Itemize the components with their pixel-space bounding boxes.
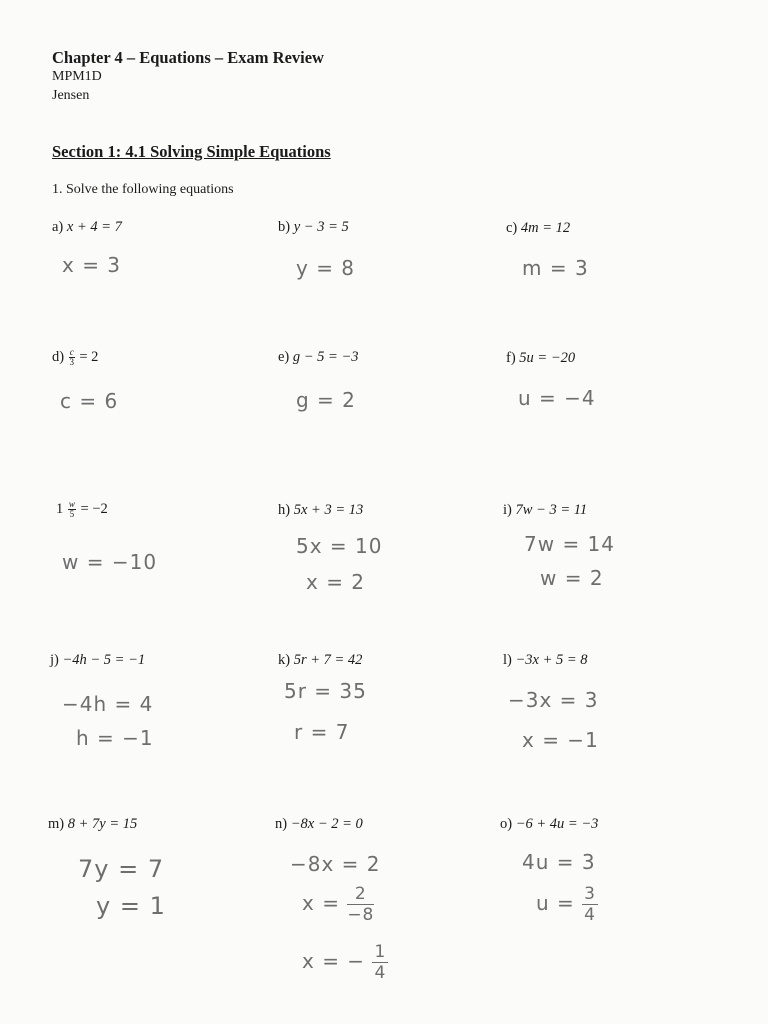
- problem-label: e): [278, 349, 290, 365]
- answer-o-line1: 4u = 3: [522, 850, 596, 874]
- problem-label: i): [503, 502, 512, 518]
- problem-label: h): [278, 502, 291, 518]
- problem-n: [275, 816, 363, 833]
- equation: x + 4 = 7: [66, 219, 122, 235]
- problem-g: [56, 500, 108, 519]
- problem-l: [503, 652, 588, 669]
- problem-b: [278, 219, 349, 236]
- equation: −4h − 5 = −1: [62, 652, 146, 668]
- equation: −3x + 5 = 8: [515, 652, 588, 668]
- answer-j-line1: −4h = 4: [62, 692, 154, 716]
- answer-j-line2: h = −1: [76, 726, 154, 750]
- problem-o: [500, 816, 598, 833]
- problem-f: [506, 350, 575, 367]
- answer-k-line2: r = 7: [294, 720, 350, 744]
- problem-label: f): [506, 350, 516, 366]
- problem-label: j): [50, 652, 59, 668]
- instruction: 1. Solve the following equations: [52, 182, 234, 197]
- equation-right: = −2: [80, 500, 108, 517]
- problem-j: [50, 652, 145, 669]
- fraction: $\frac{2}{-8}$: [347, 884, 375, 925]
- answer-b-line1: y = 8: [296, 256, 356, 280]
- answer-d-line1: c = 6: [60, 389, 119, 413]
- equation-right: = 2: [79, 348, 99, 365]
- teacher-name: Jensen: [52, 88, 90, 103]
- fraction: $\frac{1}{4}$: [374, 942, 387, 983]
- equation: −8x − 2 = 0: [290, 816, 363, 832]
- problem-e: [278, 349, 359, 366]
- answer-e-line1: g = 2: [296, 388, 356, 412]
- equation: 4m = 12: [520, 220, 571, 236]
- fraction: $\frac{3}{4}$: [584, 884, 596, 925]
- problem-d: [52, 348, 98, 367]
- problem-i: [503, 502, 587, 519]
- fraction: $\frac{c}{3}$: [69, 347, 74, 367]
- answer-m-line2: y = 1: [96, 892, 166, 920]
- problem-label: c): [506, 220, 518, 236]
- problem-m: [48, 816, 137, 833]
- equation: 5x + 3 = 13: [293, 502, 364, 518]
- problem-label: d): [52, 348, 65, 365]
- problem-label: b): [278, 219, 291, 235]
- answer-i-line1: 7w = 14: [524, 532, 616, 556]
- answer-h-line1: 5x = 10: [296, 534, 383, 558]
- answer-m-line1: 7y = 7: [78, 855, 165, 883]
- problem-label: n): [275, 816, 288, 832]
- course-code: MPM1D: [52, 69, 102, 84]
- problem-k: [278, 652, 362, 669]
- answer-o-line2: u = $\frac{3}{4}$: [536, 884, 596, 925]
- equation: 7w − 3 = 11: [515, 502, 588, 518]
- answer-f-line1: u = −4: [518, 386, 596, 410]
- problem-c: [506, 220, 570, 237]
- equation: g − 5 = −3: [292, 349, 359, 365]
- equation: 5u = −20: [519, 350, 576, 366]
- answer-h-line2: x = 2: [306, 570, 366, 594]
- answer-n-line3: x = − $\frac{1}{4}$: [302, 942, 387, 983]
- answer-g-line1: w = −10: [62, 550, 158, 574]
- answer-c-line1: m = 3: [522, 256, 589, 280]
- answer-n-line1: −8x = 2: [290, 852, 381, 876]
- equation: 8 + 7y = 15: [67, 816, 138, 832]
- problem-label: k): [278, 652, 291, 668]
- problem-a: [52, 219, 122, 236]
- answer-k-line1: 5r = 35: [284, 679, 367, 703]
- answer-i-line2: w = 2: [540, 566, 604, 590]
- equation: −6 + 4u = −3: [515, 816, 599, 832]
- answer-a-line1: x = 3: [62, 253, 122, 277]
- fraction: $\frac{w}{5}$: [68, 499, 75, 519]
- problem-label: o): [500, 816, 513, 832]
- answer-n-line2: x = $\frac{2}{-8}$: [302, 884, 375, 925]
- answer-l-line1: −3x = 3: [508, 688, 599, 712]
- problem-label: 1: [56, 500, 64, 517]
- answer-l-line2: x = −1: [522, 728, 599, 752]
- equation: 5r + 7 = 42: [293, 652, 363, 668]
- page-title: Chapter 4 – Equations – Exam Review: [52, 48, 324, 67]
- problem-label: a): [52, 219, 64, 235]
- equation: y − 3 = 5: [293, 219, 349, 235]
- section-title: Section 1: 4.1 Solving Simple Equations: [52, 142, 331, 161]
- problem-h: [278, 502, 363, 519]
- problem-label: l): [503, 652, 512, 668]
- problem-label: m): [48, 816, 65, 832]
